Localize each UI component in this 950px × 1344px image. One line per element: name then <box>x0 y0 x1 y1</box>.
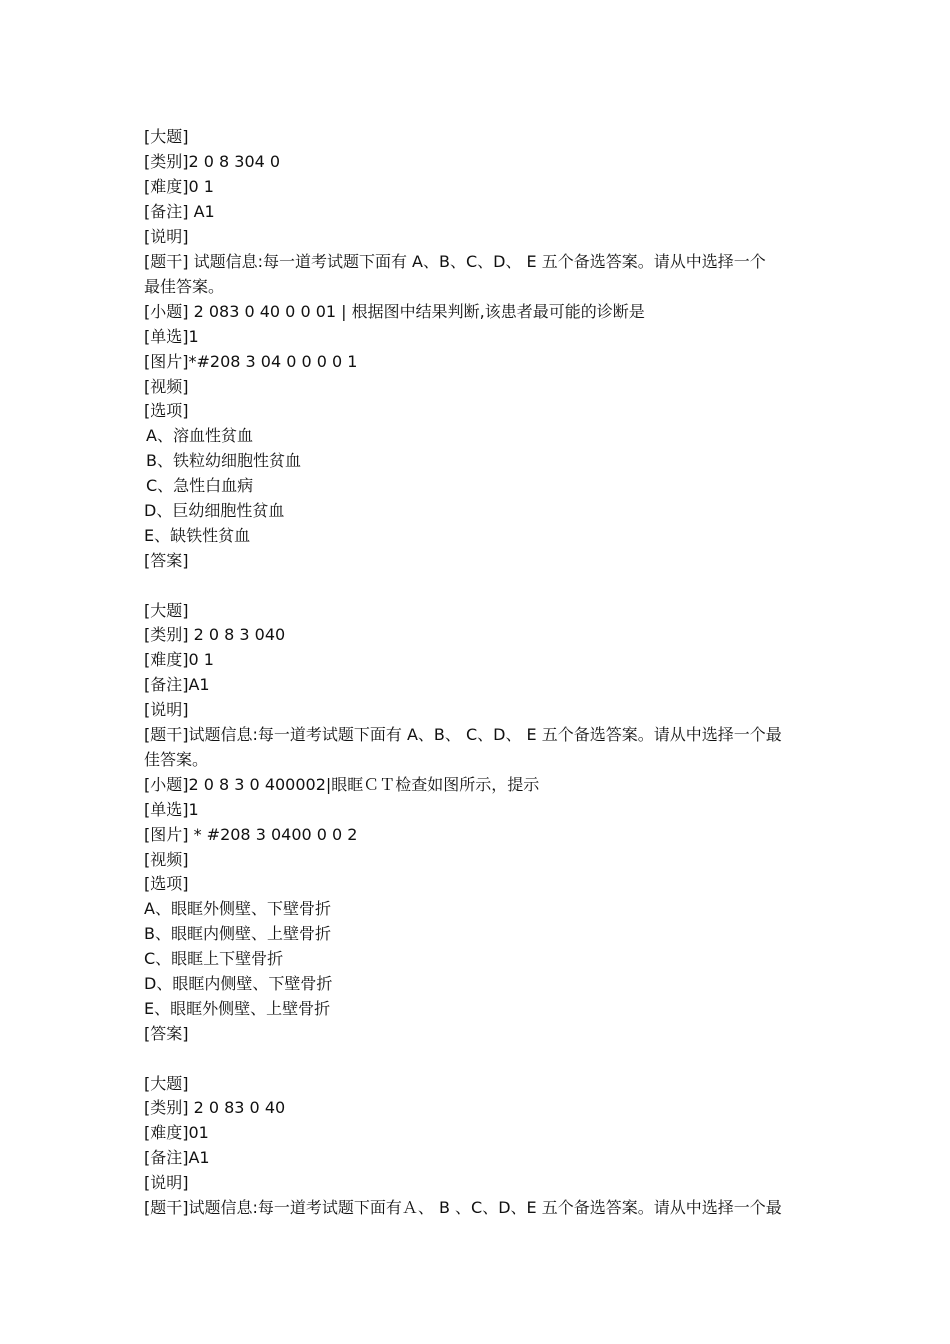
q1-video: [视频] <box>144 377 189 396</box>
q3-big-title: [大题] <box>144 1074 189 1093</box>
q1-option-d: D、巨幼细胞性贫血 <box>144 501 285 520</box>
q3-explain: [说明] <box>144 1173 189 1192</box>
q2-option-a: A、眼眶外侧壁、下壁骨折 <box>144 899 331 918</box>
q1-single-choice: [单选]1 <box>144 327 199 346</box>
q2-stem-line2: 佳答案。 <box>144 750 209 769</box>
q2-big-title: [大题] <box>144 601 189 620</box>
q1-explain: [说明] <box>144 227 189 246</box>
q3-stem-line1: [题干]试题信息:每一道考试题下面有Ａ、 B 、C、D、E 五个备选答案。请从中选择一个最 <box>144 1198 782 1217</box>
q2-explain: [说明] <box>144 700 189 719</box>
q2-option-e: E、眼眶外侧壁、上壁骨折 <box>144 999 331 1018</box>
q1-option-c: C、急性白血病 <box>146 476 254 495</box>
q2-single-choice: [单选]1 <box>144 800 199 819</box>
q1-difficulty: [难度]0 1 <box>144 177 214 196</box>
q1-image: [图片]*#208 3 04 0 0 0 0 1 <box>144 352 358 371</box>
q1-stem-line2: 最佳答案。 <box>144 277 225 296</box>
q2-option-d: D、眼眶内侧壁、下壁骨折 <box>144 974 333 993</box>
q1-answer: [答案] <box>144 551 189 570</box>
q1-category: [类别]2 0 8 304 0 <box>144 152 281 171</box>
q2-options-label: [选项] <box>144 874 189 893</box>
q2-sub-question: [小题]2 0 8 3 0 400002|眼眶ＣＴ检查如图所示，提示 <box>144 775 540 794</box>
q3-note: [备注]A1 <box>144 1148 210 1167</box>
q2-video: [视频] <box>144 850 189 869</box>
q1-option-b: B、铁粒幼细胞性贫血 <box>146 451 301 470</box>
q2-option-b: B、眼眶内侧壁、上壁骨折 <box>144 924 331 943</box>
q1-stem-line1: [题干] 试题信息:每一道考试题下面有 A、B、C、D、 E 五个备选答案。请从中选择一个 <box>144 252 766 271</box>
q2-note: [备注]A1 <box>144 675 210 694</box>
q1-sub-question: [小题] 2 083 0 40 0 0 01 | 根据图中结果判断,该患者最可能的诊断是 <box>144 302 645 321</box>
q2-stem-line1: [题干]试题信息:每一道考试题下面有 A、B、 C、D、 E 五个备选答案。请从中选择一个最 <box>144 725 782 744</box>
q3-category: [类别] 2 0 83 0 40 <box>144 1098 286 1117</box>
q2-category: [类别] 2 0 8 3 040 <box>144 625 286 644</box>
q2-answer: [答案] <box>144 1024 189 1043</box>
q1-option-a: A、溶血性贫血 <box>146 426 253 445</box>
q1-big-title: [大题] <box>144 127 189 146</box>
q2-image: [图片] * #208 3 0400 0 0 2 <box>144 825 358 844</box>
q3-difficulty: [难度]01 <box>144 1123 209 1142</box>
q1-note: [备注] A1 <box>144 202 215 221</box>
q1-options-label: [选项] <box>144 401 189 420</box>
q1-option-e: E、缺铁性贫血 <box>144 526 251 545</box>
q2-option-c: C、眼眶上下壁骨折 <box>144 949 284 968</box>
q2-difficulty: [难度]0 1 <box>144 650 214 669</box>
